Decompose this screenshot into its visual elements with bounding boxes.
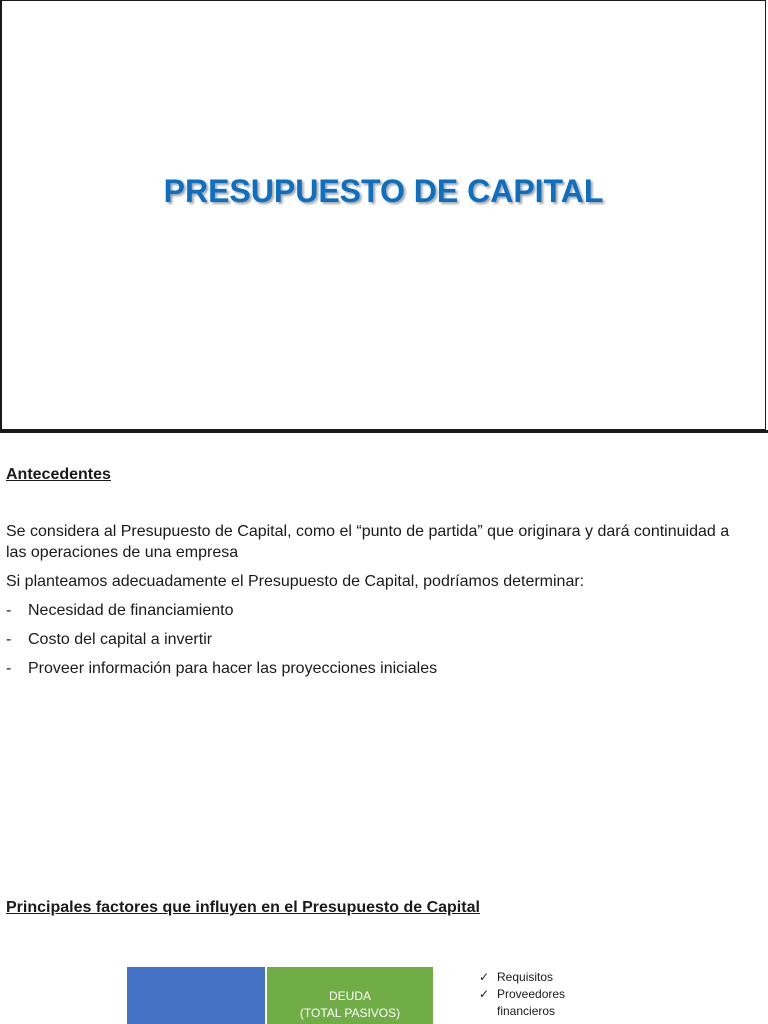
intro-paragraph: Se considera al Presupuesto de Capital, como el “punto de partida” que originara y dará continuidad a las operaciones de una empresa	[6, 523, 730, 561]
title-slide	[0, 0, 766, 430]
debt-box-title: DEUDA	[328, 989, 371, 1003]
diagram-blue-box	[127, 967, 265, 1024]
slide-divider	[0, 430, 768, 433]
factores-heading: Principales factores que influyen en el Presupuesto de Capital	[6, 899, 480, 916]
list-item	[479, 986, 565, 1003]
list-item	[6, 658, 437, 687]
list-item-text: Proveer información para hacer las proyecciones iniciales	[28, 660, 438, 677]
list-item	[6, 629, 437, 658]
diagram-debt-box	[267, 967, 433, 1024]
dash-marker: -	[6, 660, 12, 677]
lead-sentence: Si planteamos adecuadamente el Presupuesto de Capital, podríamos determinar:	[6, 573, 585, 590]
list-item-text: Costo del capital a invertir	[28, 631, 213, 648]
check-icon: ✓	[479, 970, 490, 984]
check-item-text: Proveedores	[497, 987, 566, 1001]
dash-marker: -	[6, 631, 12, 648]
list-item	[479, 1003, 565, 1020]
factor-checklist	[479, 969, 565, 1020]
check-item-text: Requisitos	[497, 970, 554, 984]
list-item	[479, 969, 565, 986]
antecedentes-heading: Antecedentes	[6, 466, 111, 483]
list-item-text: Necesidad de financiamiento	[28, 602, 234, 619]
check-item-continuation: financieros	[497, 1004, 556, 1018]
check-icon: ✓	[479, 987, 490, 1001]
determinants-list	[6, 600, 437, 687]
dash-marker: -	[6, 602, 12, 619]
debt-box-subtitle: (TOTAL PASIVOS)	[299, 1006, 401, 1020]
slide-title: PRESUPUESTO DE CAPITAL	[163, 173, 604, 209]
list-item	[6, 600, 437, 629]
